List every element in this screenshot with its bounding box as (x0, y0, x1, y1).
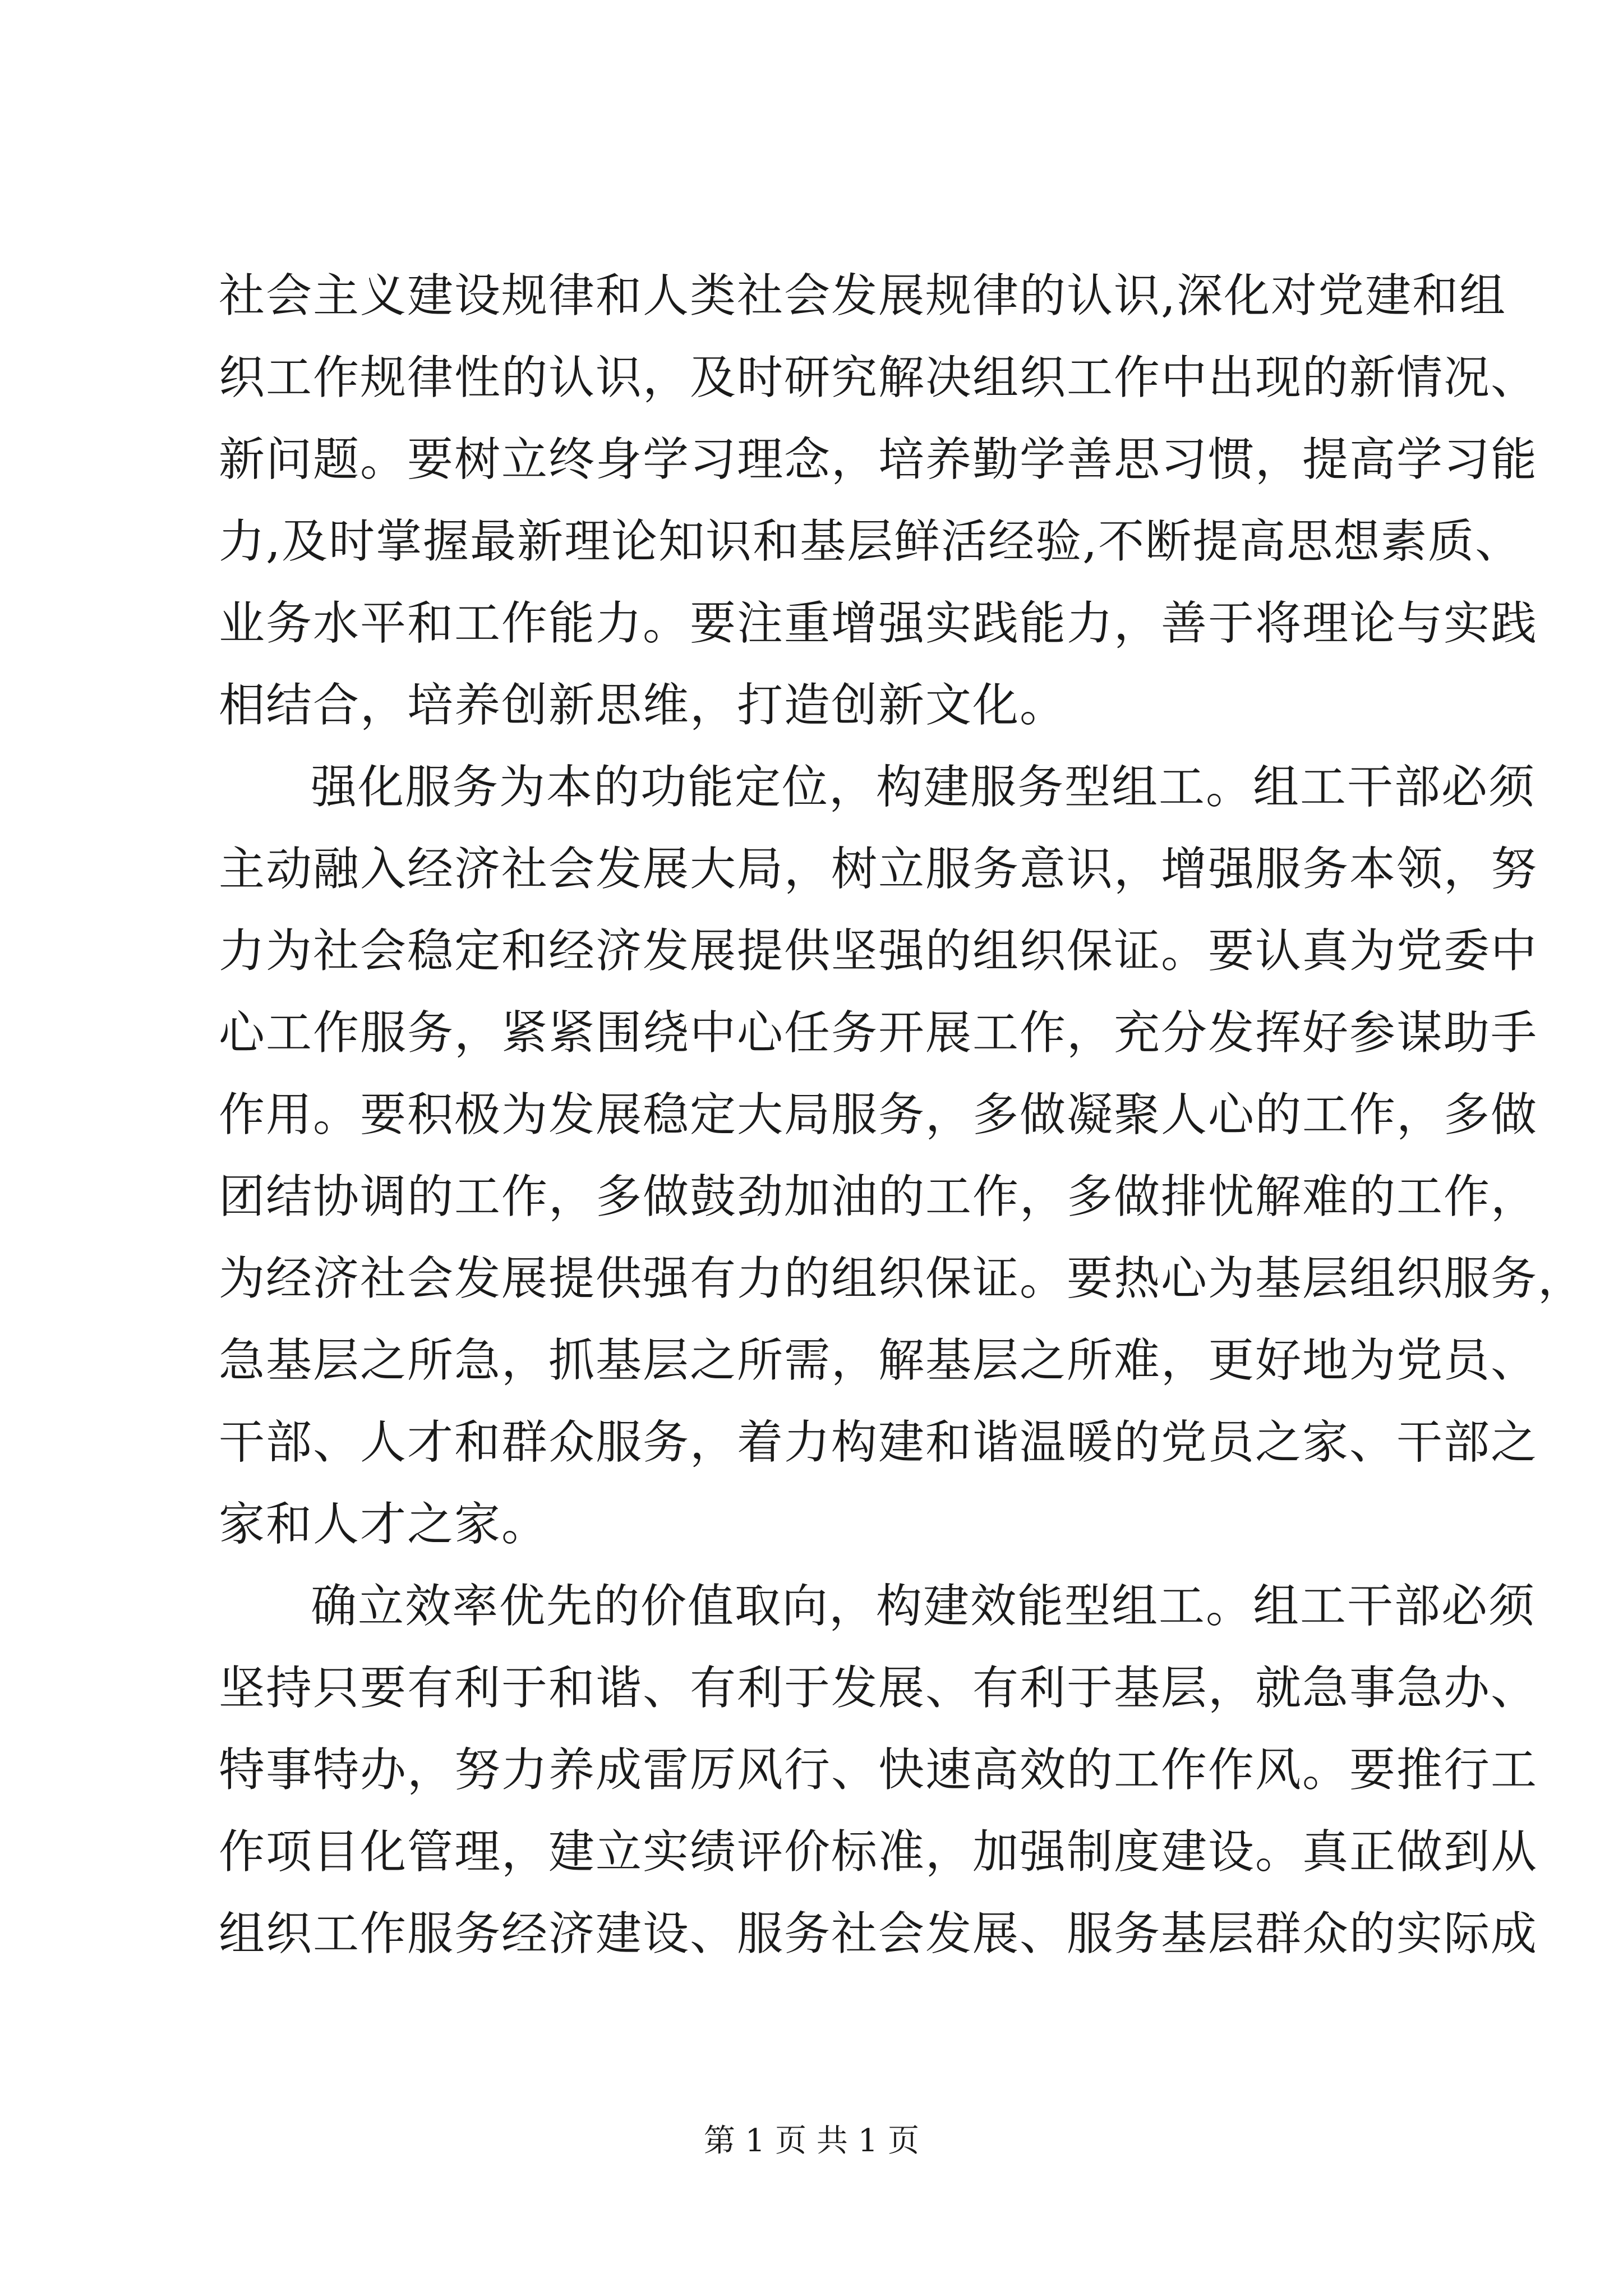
text-line: 织工作规律性的认识，及时研究解决组织工作中出现的新情况、 (219, 351, 1538, 404)
text-line: 作项目化管理，建立实绩评价标准，加强制度建设。真正做到从 (219, 1825, 1538, 1879)
text-line: 特事特办，努力养成雷厉风行、快速高效的工作作风。要推行工 (219, 1743, 1538, 1797)
body-text (219, 255, 1585, 1975)
text-line: 相结合，培养创新思维，打造创新文化。 (219, 679, 1067, 732)
text-line: 确立效率优先的价值取向，构建效能型组工。组工干部必须 (311, 1580, 1536, 1633)
text-line: 坚持只要有利于和谐、有利于发展、有利于基层，就急事急办、 (219, 1662, 1538, 1715)
text-line: 团结协调的工作，多做鼓劲加油的工作，多做排忧解难的工作， (219, 1170, 1538, 1223)
text-line: 急基层之所急，抓基层之所需，解基层之所难，更好地为党员、 (219, 1334, 1538, 1387)
text-line: 家和人才之家。 (219, 1498, 549, 1551)
page-footer: 第 1 页 共 1 页 (703, 2123, 920, 2159)
text-line: 组织工作服务经济建设、服务社会发展、服务基层群众的实际成 (219, 1907, 1538, 1961)
text-line: 为经济社会发展提供强有力的组织保证。要热心为基层组织服务， (219, 1252, 1585, 1305)
text-line: 主动融入经济社会发展大局，树立服务意识，增强服务本领，努 (219, 843, 1538, 896)
text-line: 心工作服务，紧紧围绕中心任务开展工作，充分发挥好参谋助手 (219, 1006, 1538, 1060)
text-line: 业务水平和工作能力。要注重增强实践能力，善于将理论与实践 (219, 597, 1538, 650)
text-line: 强化服务为本的功能定位，构建服务型组工。组工干部必须 (311, 761, 1536, 814)
text-line: 力,及时掌握最新理论知识和基层鲜活经验,不断提高思想素质、 (219, 515, 1523, 568)
text-line: 力为社会稳定和经济发展提供坚强的组织保证。要认真为党委中 (219, 924, 1538, 978)
text-line: 新问题。要树立终身学习理念，培养勤学善思习惯，提高学习能 (219, 433, 1538, 486)
text-line: 干部、人才和群众服务，着力构建和谐温暖的党员之家、干部之 (219, 1416, 1538, 1469)
text-line: 社会主义建设规律和人类社会发展规律的认识,深化对党建和组 (219, 269, 1507, 323)
text-line: 作用。要积极为发展稳定大局服务，多做凝聚人心的工作，多做 (219, 1088, 1538, 1142)
